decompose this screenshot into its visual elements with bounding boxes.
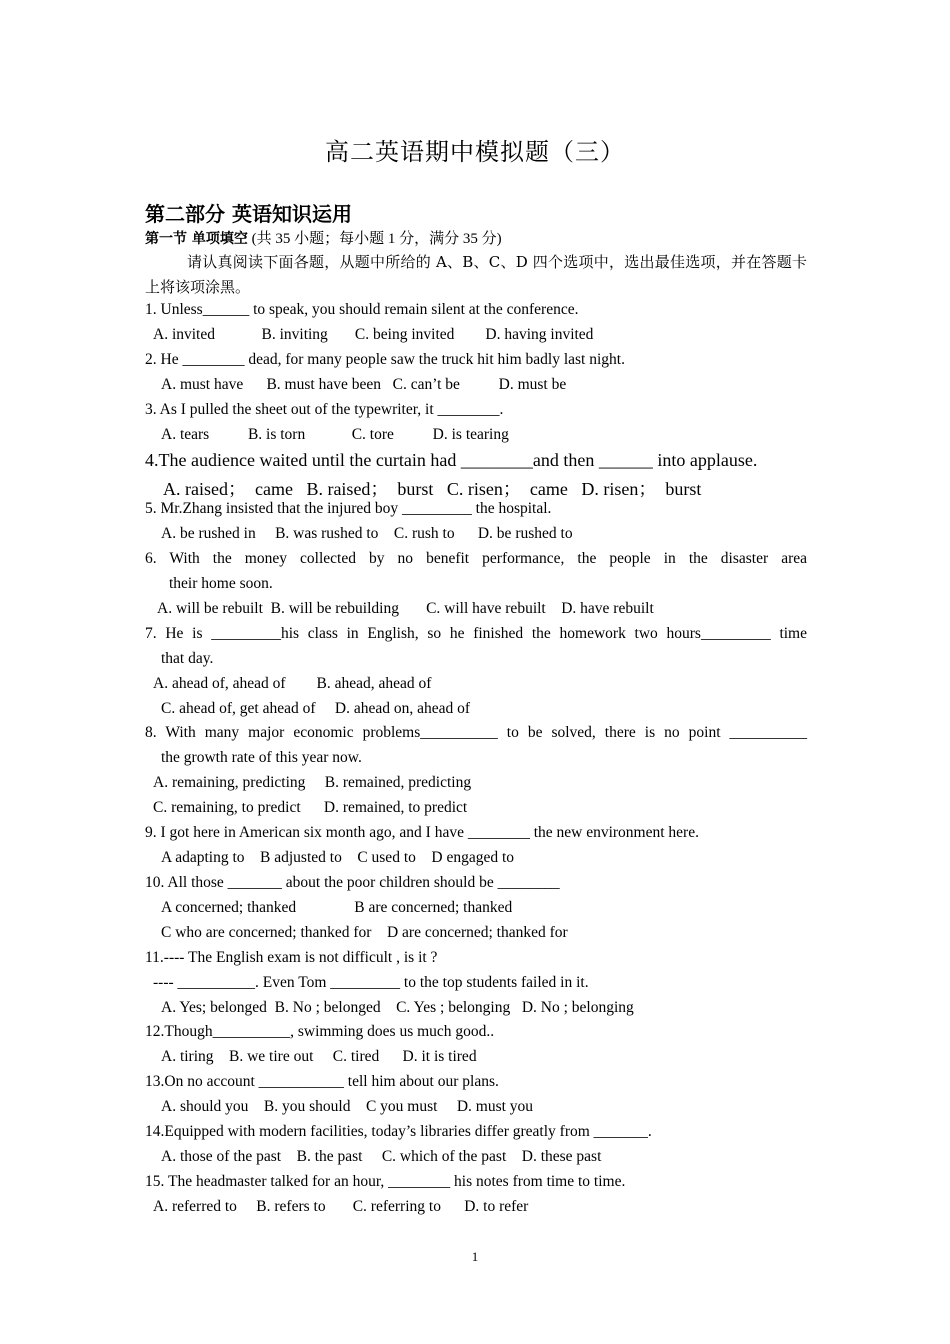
page-number: 1 (471, 1249, 479, 1264)
question-6-options: A. will be rebuilt B. will be rebuilding C. will have rebuilt D. have rebuilt (157, 600, 654, 617)
question-13-options: A. should you B. you should C you must D. must you (161, 1098, 534, 1115)
question-10: 10. All those _______ about the poor children should be ________ (145, 874, 560, 891)
question-11: 11.---- The English exam is not difficult , is it ? (145, 949, 438, 966)
instructions: 请认真阅读下面各题，从题中所给的 A、B、C、D 四个选项中，选出最佳选项，并在答题卡上将该项涂黑。 (145, 253, 807, 296)
question-3-options: A. tears B. is torn C. tore D. is tearing (161, 426, 509, 443)
question-11-options: A. Yes; belonged B. No ; belonged C. Yes ; belonging D. No ; belonging (161, 999, 634, 1016)
page-title: 高二英语期中模拟题（三） (325, 138, 625, 166)
question-8-options-1: A. remaining, predicting B. remained, predicting (153, 774, 472, 791)
question-6: 6. With the money collected by no benefit performance, the people in the disaster area (145, 550, 807, 567)
question-11-cont: ---- __________. Even Tom _________ to the top students failed in it. (153, 974, 589, 991)
question-4-options: A. raised； came B. raised； burst C. risen； came D. risen； burst (163, 479, 702, 499)
question-7-options-1: A. ahead of, ahead of B. ahead, ahead of (153, 675, 432, 692)
question-3: 3. As I pulled the sheet out of the typewriter, it ________. (145, 401, 504, 418)
section-label: 第一节 单项填空 (145, 231, 248, 247)
question-4: 4.The audience waited until the curtain had ________and then ______ into applause. (145, 450, 758, 470)
question-2-options: A. must have B. must have been C. can’t be D. must be (161, 376, 567, 393)
question-10-options-1: A concerned; thanked B are concerned; thanked (161, 899, 513, 916)
question-10-options-2: C who are concerned; thanked for D are concerned; thanked for (161, 924, 568, 941)
question-5-options: A. be rushed in B. was rushed to C. rush to D. be rushed to (161, 525, 573, 542)
question-12: 12.Though__________, swimming does us much good.. (145, 1023, 495, 1040)
question-14: 14.Equipped with modern facilities, today’s libraries differ greatly from _______. (145, 1123, 652, 1140)
question-15-options: A. referred to B. refers to C. referring to D. to refer (153, 1198, 529, 1215)
question-1: 1. Unless______ to speak, you should remain silent at the conference. (145, 301, 579, 318)
question-7-cont: that day. (161, 650, 214, 667)
question-15: 15. The headmaster talked for an hour, ________ his notes from time to time. (145, 1173, 626, 1190)
question-8-options-2: C. remaining, to predict D. remained, to predict (153, 799, 468, 816)
question-9: 9. I got here in American six month ago, and I have ________ the new environment here. (145, 824, 699, 841)
question-14-options: A. those of the past B. the past C. which of the past D. these past (161, 1148, 602, 1165)
question-9-options: A adapting to B adjusted to C used to D engaged to (161, 849, 515, 866)
question-7-options-2: C. ahead of, get ahead of D. ahead on, ahead of (161, 700, 471, 717)
question-7: 7. He is _________his class in English, so he finished the homework two hours_________ time (145, 625, 807, 642)
section-heading (145, 227, 502, 248)
question-12-options: A. tiring B. we tire out C. tired D. it is tired (161, 1048, 477, 1065)
question-1-options: A. invited B. inviting C. being invited D. having invited (153, 326, 594, 343)
section-note: (共 35 小题；每小题 1 分，满分 35 分) (247, 231, 502, 247)
question-8-cont: the growth rate of this year now. (161, 749, 362, 766)
question-2: 2. He ________ dead, for many people saw the truck hit him badly last night. (145, 351, 625, 368)
part-heading: 第二部分 英语知识运用 (145, 202, 352, 226)
question-8: 8. With many major economic problems__________ to be solved, there is no point __________ (145, 724, 807, 741)
question-6-cont: their home soon. (169, 575, 273, 592)
question-13: 13.On no account ___________ tell him about our plans. (145, 1073, 499, 1090)
question-5: 5. Mr.Zhang insisted that the injured boy _________ the hospital. (145, 500, 552, 517)
